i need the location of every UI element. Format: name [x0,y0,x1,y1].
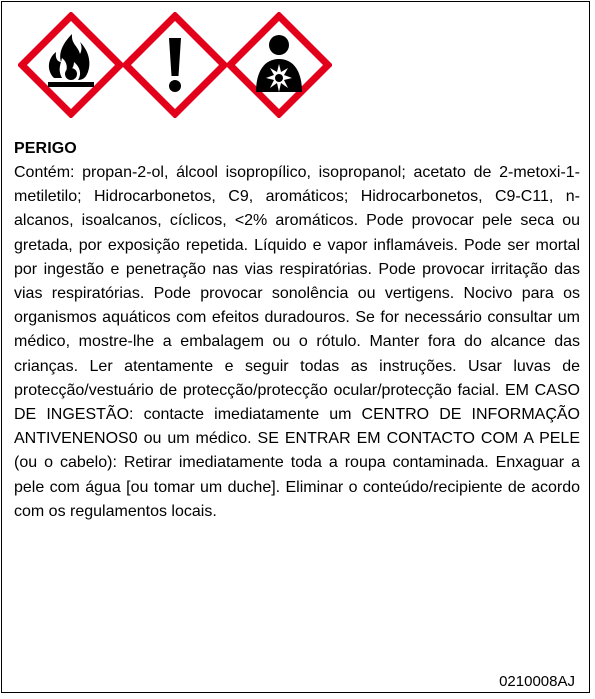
product-code: 0210008AJ [499,673,575,690]
hazard-label [1,1,590,693]
ghs-pictograms [18,12,332,116]
flame-icon [18,12,124,118]
hazard-precautionary-text: Contém: propan-2-ol, álcool isopropílico, isopropanol; acetato de 2-metoxi-1-metiletilo; Hidrocarbonetos, C9, aromáticos; Hidrocarbonetos, C9-C11, n-alcanos, isoalcanos, cíclicos, <2% aromáticos. Pode provocar pele seca ou gretada, por exposição repetida. Líquido e vapor inflamáveis. Pode ser mortal por ingestão e penetração nas vias respiratórias. Pode provocar irritação das vias respiratórias. Pode provocar sonolência ou vertigens. Nocivo para os organismos aquáticos com efeitos duradouros. Se for necessário consultar um médico, mostre-lhe a embalagem ou o rótulo. Manter fora do alcance das crianças. Ler atentamente e seguir todas as instruções. Usar luvas de protecção/vestuário de protecção/protecção ocular/protecção facial. EM CASO DE INGESTÃO: contacte imediatamente um CENTRO DE INFORMAÇÃO ANTIVENENOS0 ou um médico. SE ENTRAR EM CONTACTO COM A PELE (ou o cabelo): Retirar imediatamente toda a roupa contaminada. Enxaguar a pele com água [ou tomar um duche]. Eliminar o conteúdo/recipiente de acordo com os regulamentos locais. [14,164,580,520]
signal-word: PERIGO [14,140,77,157]
exclamation-icon [122,12,228,118]
health-hazard-icon [226,12,332,118]
